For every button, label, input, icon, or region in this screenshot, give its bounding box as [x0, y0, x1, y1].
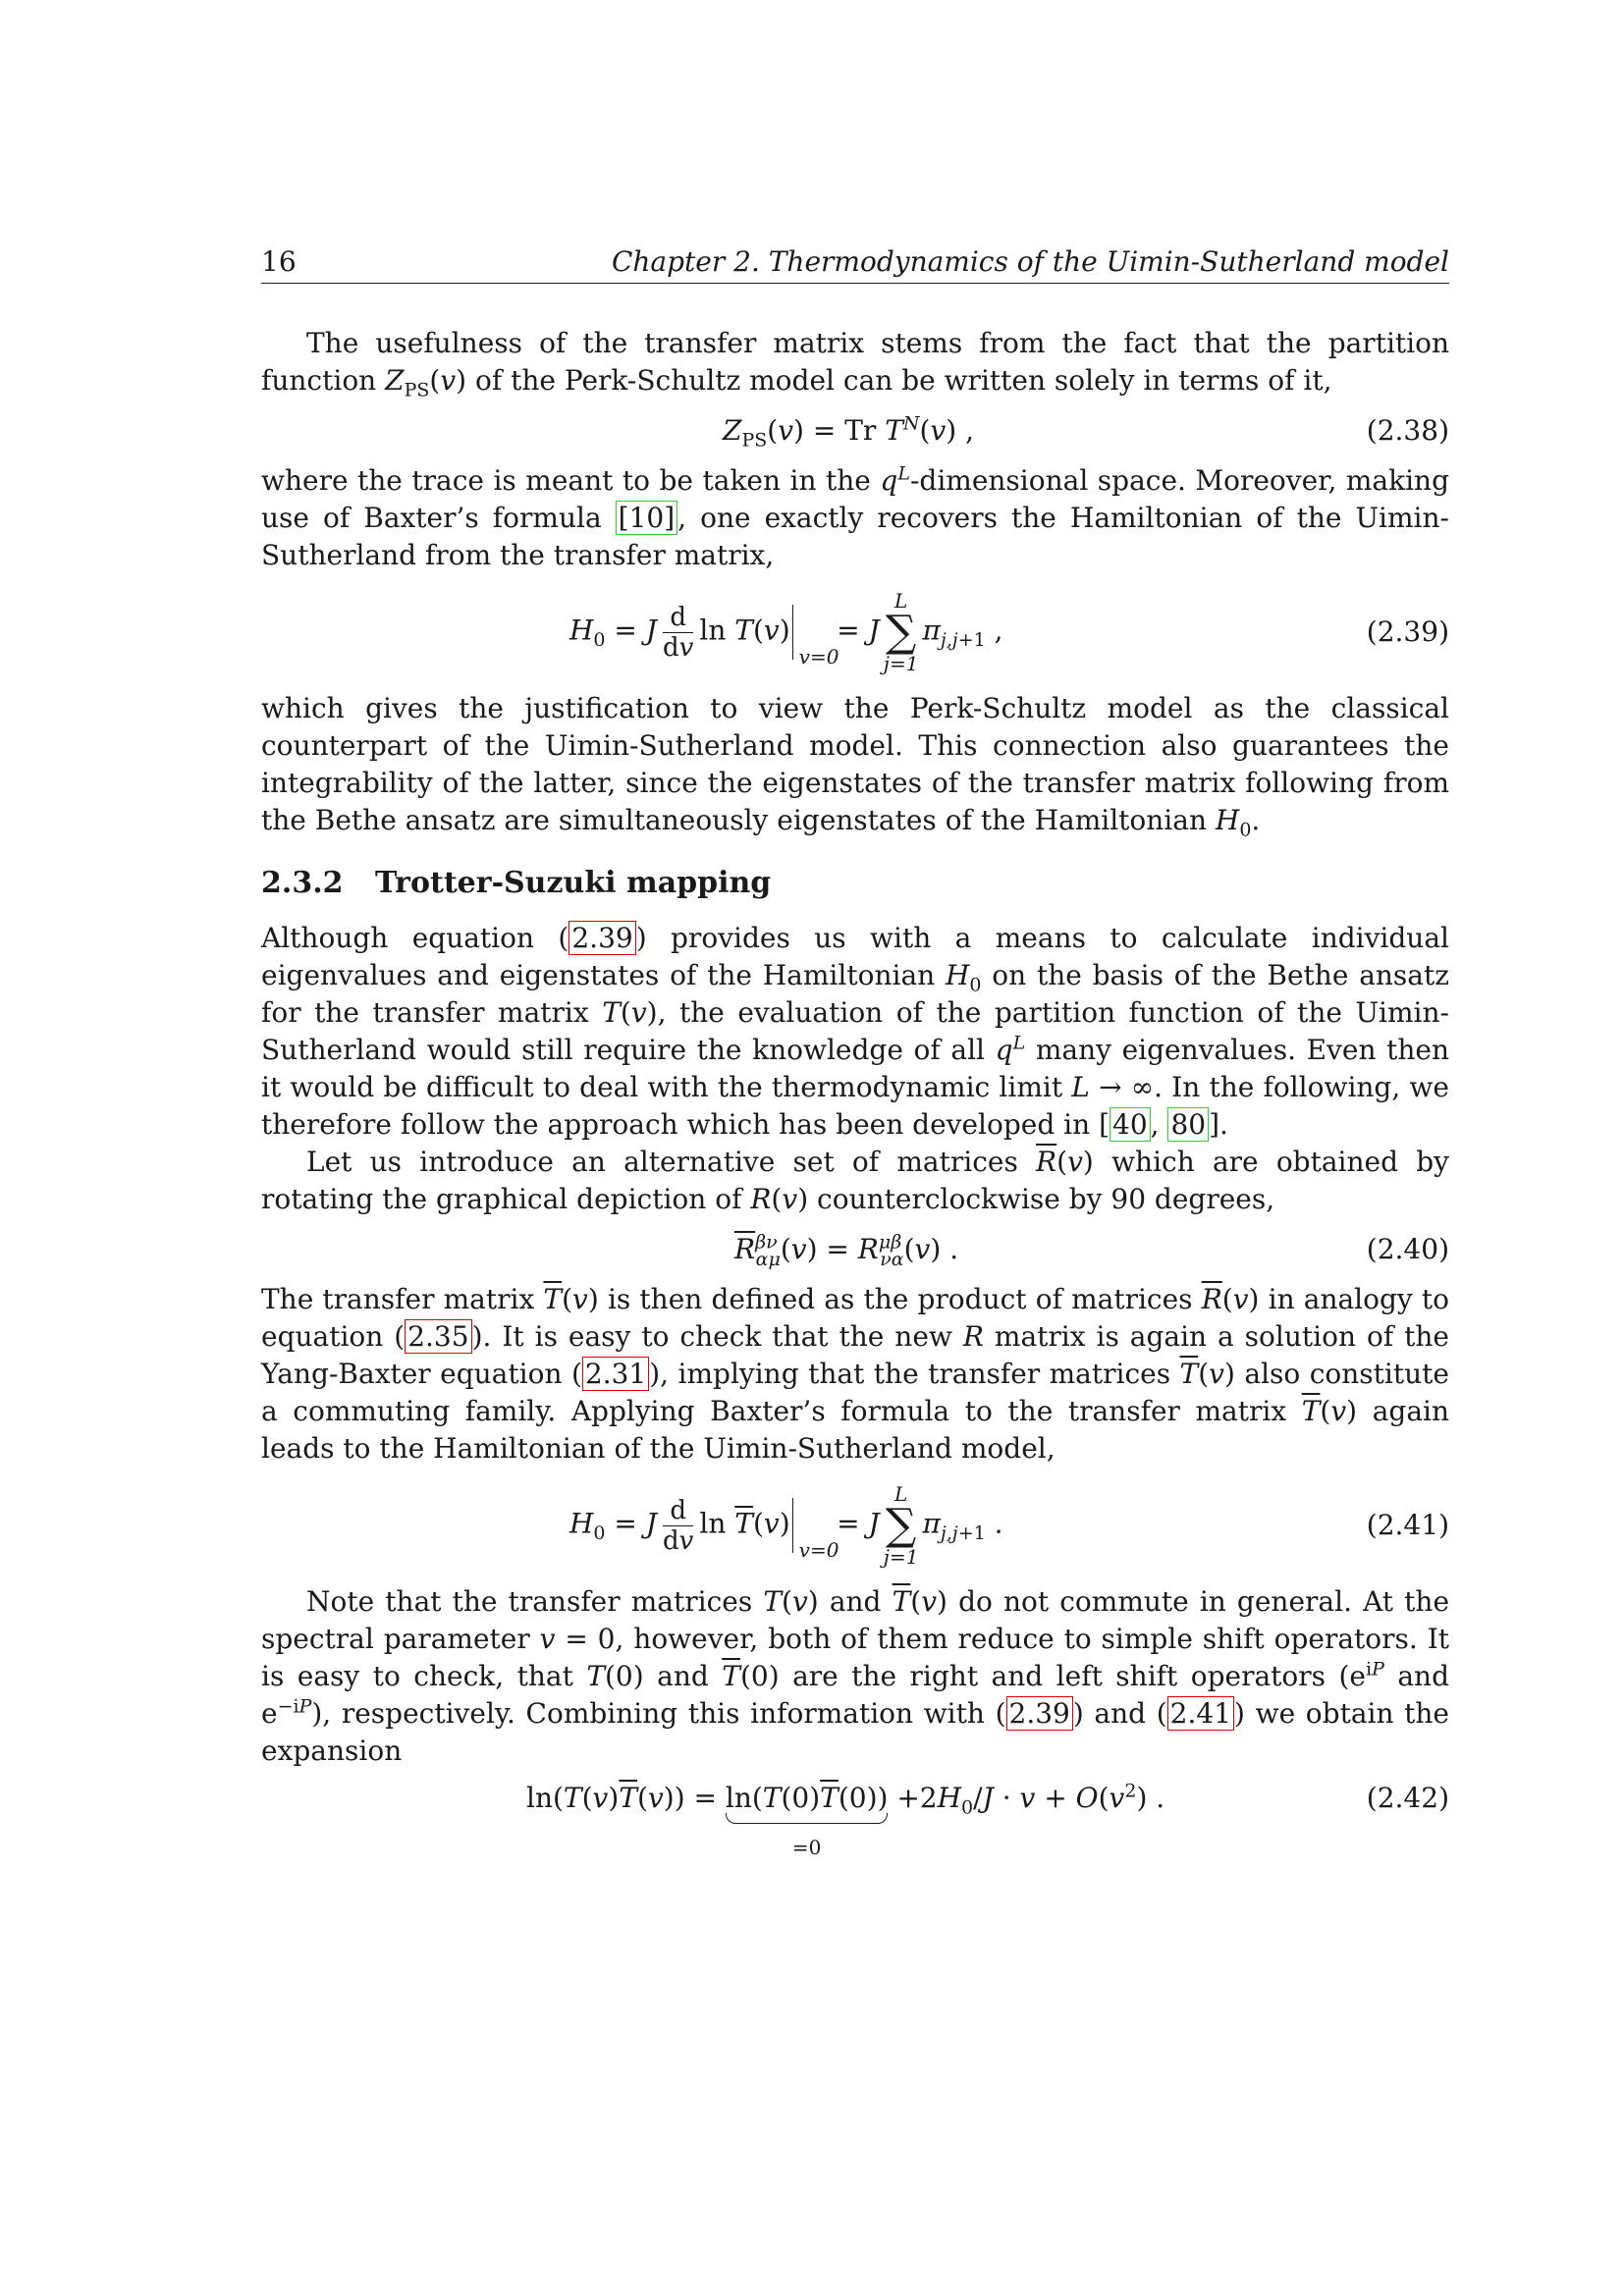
- equation-link[interactable]: 2.39: [1006, 1696, 1073, 1731]
- chapter-title: Chapter 2. Thermodynamics of the Uimin-Sutherland model: [611, 245, 1449, 278]
- running-header: [261, 243, 1449, 284]
- equation-2-41: [261, 1468, 1449, 1583]
- section-title: Trotter-Suzuki mapping: [375, 866, 772, 900]
- equation-2-40: [261, 1218, 1449, 1281]
- equation-2-40-math: $\overline{R}^{\beta\nu}_{\alpha\mu}(v) = R^{\mu\beta}_{\nu\alpha}(v)$ .: [734, 1231, 959, 1270]
- equation-number: (2.42): [1366, 1782, 1449, 1814]
- underbrace-label: =0: [791, 1836, 822, 1859]
- citation-link[interactable]: [10]: [616, 501, 677, 535]
- paragraph-7: Note that the transfer matrices T(v) and $\overline{T}(v)$ do not commute in general. At the spectral parameter v = 0, however, both of them reduce to simple shift operators. It is easy to check, that T(0) and $\overline{T}(0)$ are the right and left shift operators ($e^{iP}$ and $e^{-iP}$), respectively. Combining this information with ( 2.39 ) and ( 2.41 ) we obtain the expansion: [261, 1585, 1450, 1767]
- equation-2-42: [261, 1770, 1449, 1860]
- citation-link[interactable]: 40: [1110, 1107, 1151, 1142]
- paragraph-1: The usefulness of the transfer matrix stems from the fact that the partition function $Z_{PS}(v)$ of the Perk-Schultz model can be written solely in terms of it,: [261, 327, 1449, 401]
- paragraph-2: where the trace is meant to be taken in the $q^L$-dimensional space. Moreover, making use of Baxter’s formula [10] , one exactly recovers the Hamiltonian of the Uimin-Sutherland from the transfer matrix,: [261, 462, 1449, 571]
- equation-2-38: [261, 400, 1449, 462]
- equation-number: (2.40): [1366, 1233, 1449, 1265]
- equation-2-39-math: $H_0 = J$ $\frac{d}{dv}$ ln T(v) v=0 = J L ∑ j=1 $\pi_{j,j+1}$ ,: [569, 589, 1003, 675]
- equation-number: (2.39): [1366, 615, 1449, 648]
- citation-link[interactable]: 80: [1167, 1107, 1209, 1142]
- equation-number: (2.38): [1366, 414, 1449, 447]
- paragraph-3: which gives the justification to view the Perk-Schultz model as the classical counterpart of the Uimin-Sutherland model. This connection also guarantees the integrability of the latter, since the eigenstates of the transfer matrix following from the Bethe ansatz are simultaneously eigenstates of the Hamiltonian $H_0$.: [261, 692, 1449, 841]
- page: [261, 243, 1449, 1860]
- equation-link[interactable]: 2.31: [582, 1357, 649, 1391]
- page-number: 16: [261, 245, 297, 278]
- paragraph-6: The transfer matrix $\overline{T}(v)$ is then defined as the product of matrices $\overline{R}(v)$ in analogy to equation ( 2.35 ). It is easy to check that the new R matrix is again a solution of the Yang-Baxter equation ( 2.31 ), implying that the transfer matrices $\overline{T}(v)$ also constitute a commuting family. Applying Baxter’s formula to the transfer matrix $\overline{T}(v)$ again leads to the Hamiltonian of the Uimin-Sutherland model,: [261, 1283, 1449, 1465]
- section-heading: [261, 865, 1449, 902]
- paragraph-4: Although equation ( 2.39 ) provides us with a means to calculate individual eigenvalues and eigenstates of the Hamiltonian $H_0$ on the basis of the Bethe ansatz for the transfer matrix T(v), the evaluation of the partition function of the Uimin-Sutherland would still require the knowledge of all $q^L$ many eigenvalues. Even then it would be difficult to deal with the thermodynamic limit L → ∞. In the following, we therefore follow the approach which has been developed in [ 40 , 80 ].: [261, 922, 1450, 1141]
- equation-2-42-math: $\ln(T(v)\overline{T}(v)) = \ln(T(0)\overline{T}(0))$ =0 $+2H_0/J \cdot v + O(v^2)$ .: [526, 1780, 1164, 1817]
- equation-2-38-math: $Z_{PS}(v) = Tr$ $T^N(v)$ ,: [723, 412, 975, 452]
- paragraph-5: Let us introduce an alternative set of matrices $\overline{R}(v)$ which are obtained by rotating the graphical depiction of R(v) counterclockwise by 90 degrees,: [261, 1146, 1449, 1215]
- equation-number: (2.41): [1366, 1509, 1449, 1541]
- equation-2-39: [261, 574, 1449, 690]
- equation-link[interactable]: 2.41: [1167, 1696, 1234, 1731]
- equation-2-41-math: $H_0 = J$ $\frac{d}{dv}$ $\ln \overline{T}(v)$ v=0 = J L ∑ j=1 $\pi_{j,j+1}$ .: [569, 1482, 1003, 1569]
- equation-link[interactable]: 2.39: [568, 921, 635, 955]
- section-number: 2.3.2: [261, 866, 344, 900]
- equation-link[interactable]: 2.35: [405, 1319, 471, 1354]
